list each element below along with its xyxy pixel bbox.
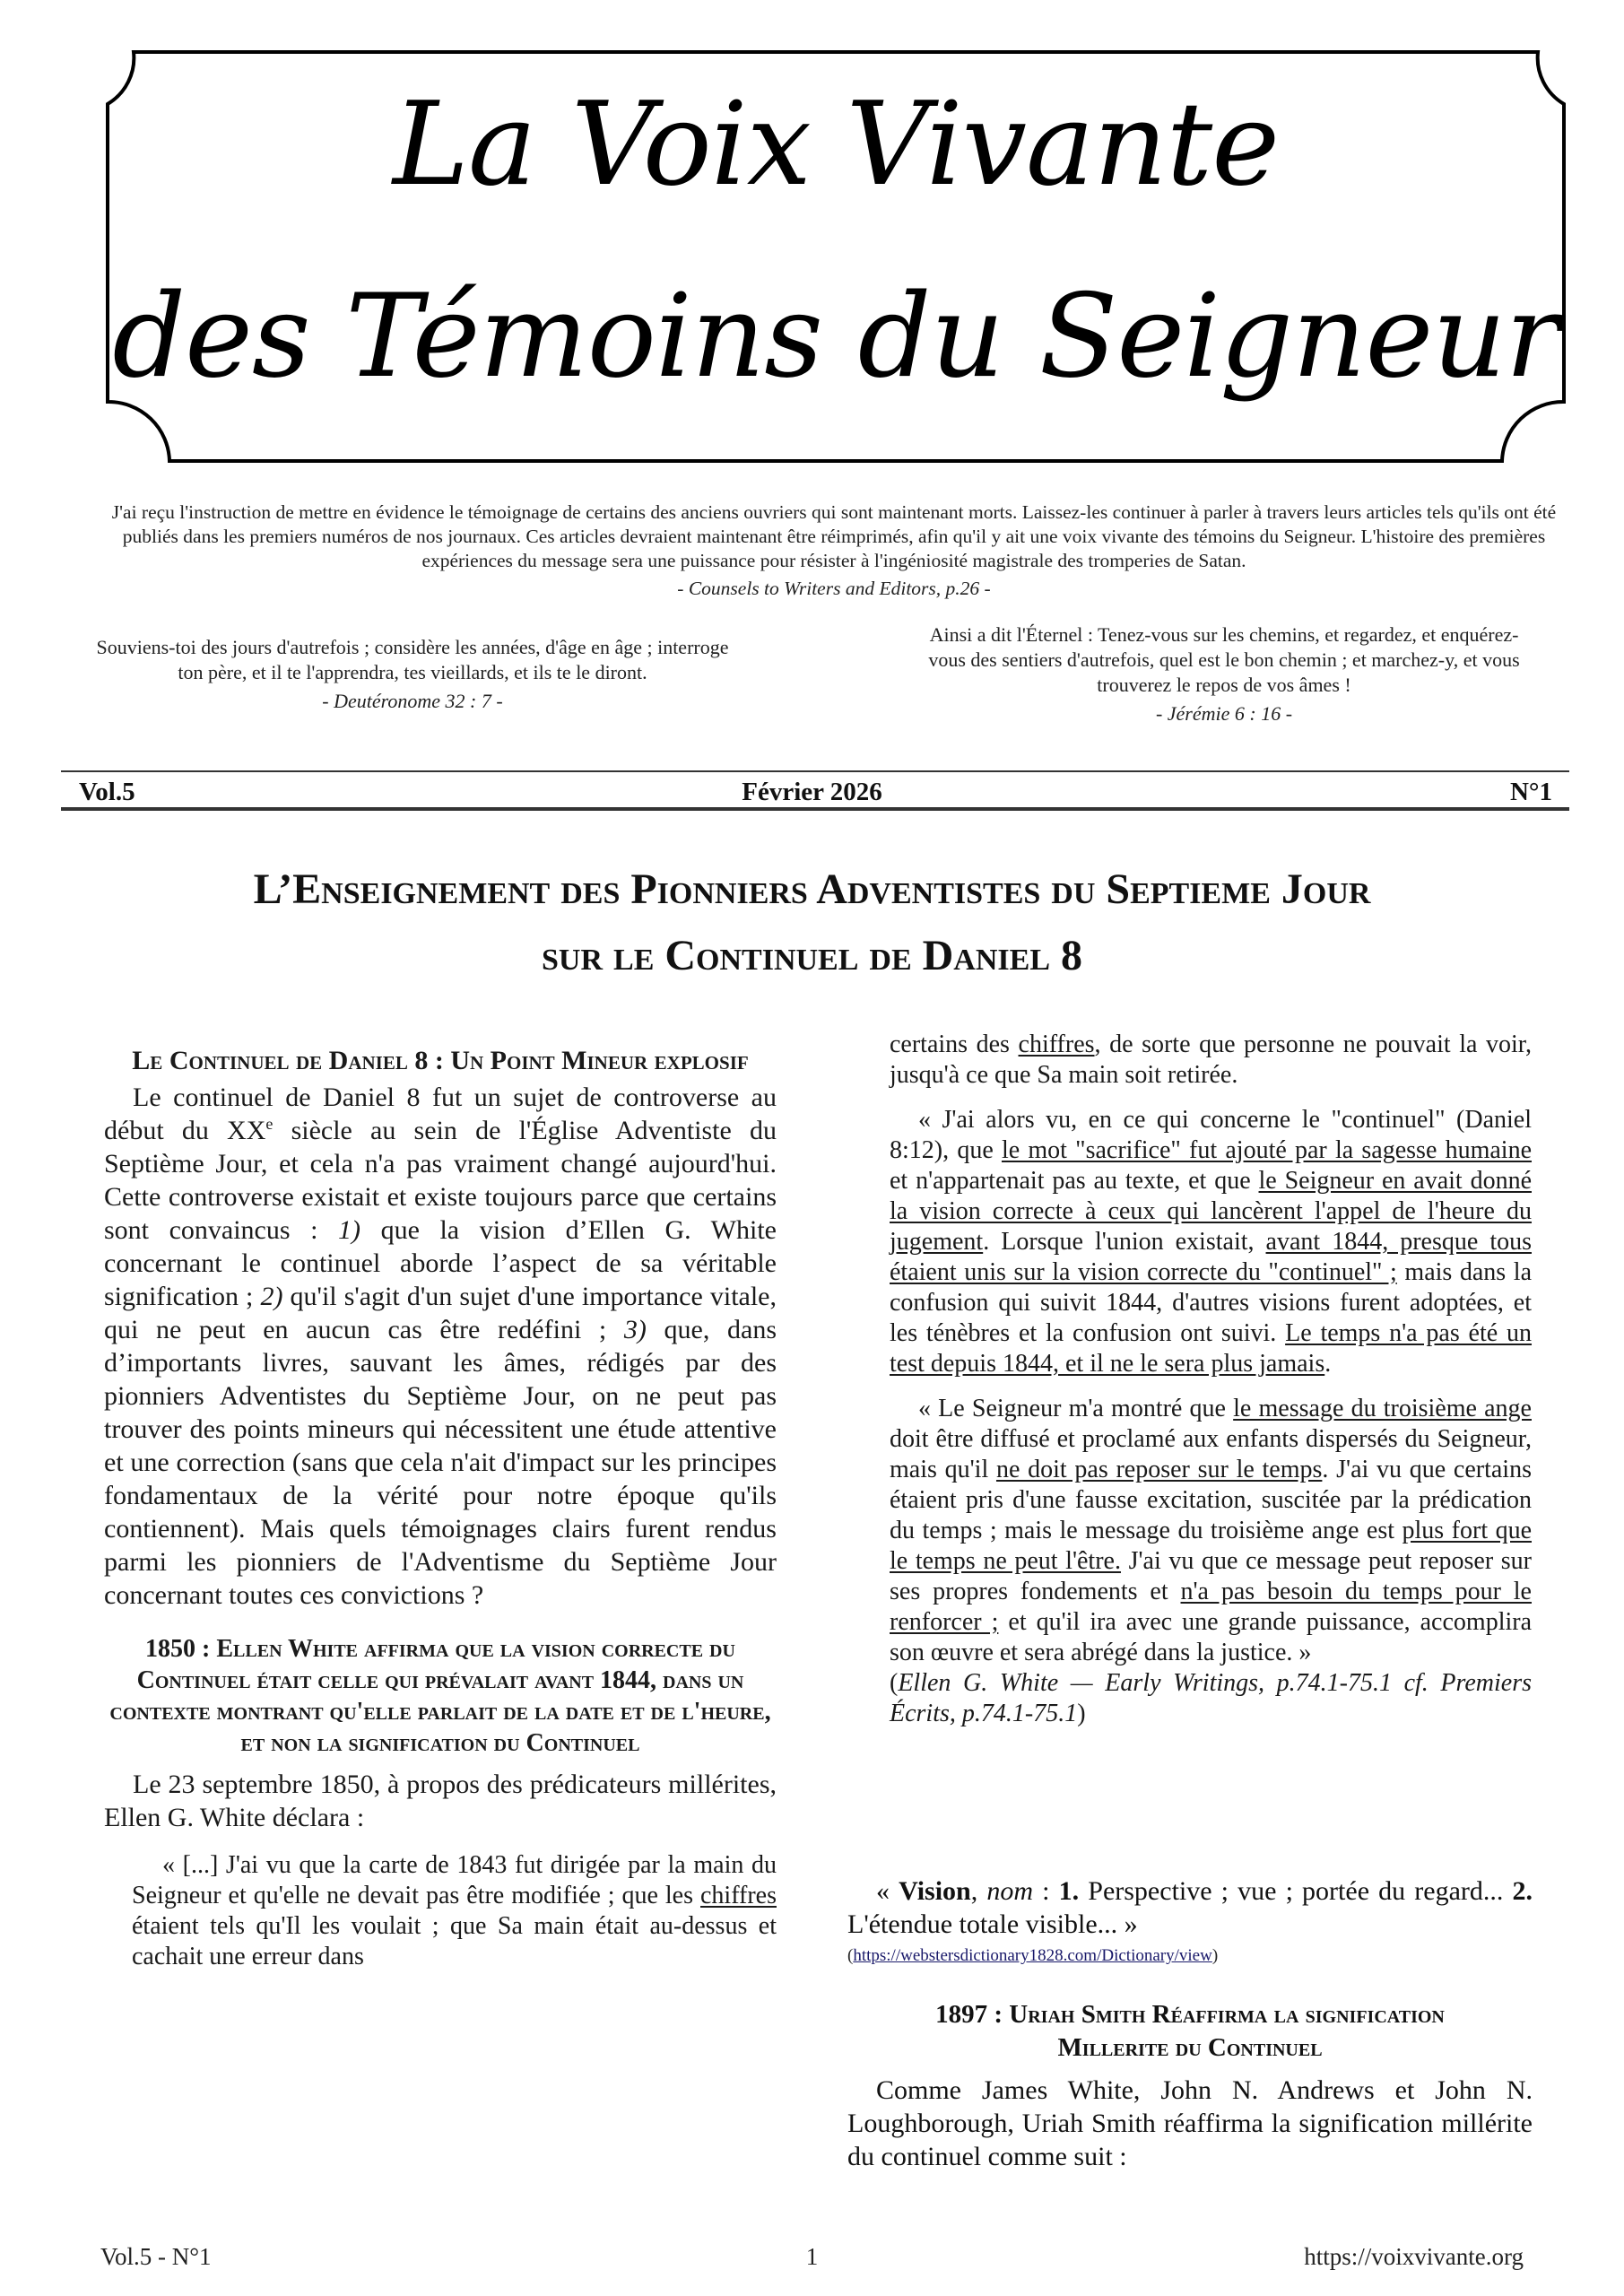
underlined-text: le Seigneur en avait donné la vision correcte à ceux qui lancèrent l'appel de l'heure du jugement [890, 1167, 1532, 1256]
section-2-paragraph: Le 23 septembre 1850, à propos des prédicateurs millérites, Ellen G. White déclara : [104, 1770, 777, 1832]
text-run: . J'ai vu que certains étaient pris d'une fausse excitation, suscitée par la prédication du temps ; mais le message du troisième ange est [890, 1456, 1532, 1544]
definition-text [847, 1874, 1533, 1941]
text-run: ( [890, 1669, 899, 1697]
issue-bar-bottom-rule [61, 807, 1569, 811]
section-3-paragraph: Comme James White, John N. Andrews et John N. Loughborough, Uriah Smith réaffirma la signification millérite du continuel comme suit : [847, 2075, 1533, 2171]
text-run: « Le Seigneur m'a montré que [918, 1395, 1234, 1422]
section-heading-1: Le Continuel de Daniel 8 : Un Point Mineur explosif [132, 1046, 749, 1075]
quote-paragraph [132, 1850, 777, 1972]
text-run: siècle au sein de l'Église Adventiste du Septième Jour, et cela n'a pas vraiment changé aujourd'hui. Cette controverse existait et existe toujours parce que certains sont convaincus : [104, 1116, 777, 1245]
issue-bar-top-rule [61, 770, 1569, 772]
text-run: doit être diffusé et proclamé aux enfants dispersés du Seigneur, mais qu'il [890, 1425, 1532, 1483]
text-run: mais dans la confusion qui suivit 1844, d'autres visions furent adoptées, et les ténèbres et la confusion ont suivi. [890, 1258, 1532, 1347]
verse-left-text: Souviens-toi des jours d'autrefois ; considère les années, d'âge en âge ; interroge ton père, et il te l'apprendra, tes vieillards, et ils te le diront. [96, 636, 729, 683]
section-1-paragraph [104, 1081, 777, 1612]
epigraph-text: J'ai reçu l'instruction de mettre en évidence le témoignage de certains des anciens ouvriers qui sont maintenant morts. Laissez-les continuer à parler à travers leurs articles tels qu'ils ont été publiés dans les premiers numéros de nos journaux. Ces articles devraient maintenant être réimprimés, afin qu'il y ait une voix vivante des témoins du Seigneur. L'histoire des premières expériences du message sera une puissance pour résister à l'ingéniosité magistrale des tromperies de Satan. [111, 501, 1557, 571]
text-run: ( [847, 1946, 854, 1965]
text-run: . [1324, 1350, 1332, 1378]
verse-right-text: Ainsi a dit l'Éternel : Tenez-vous sur les chemins, et regardez, et enquérez-vous des sentiers d'autrefois, quel est le bon chemin ; et marchez-y, et vous trouverez le repos de vos âmes ! [928, 623, 1520, 696]
epigraph [99, 500, 1569, 601]
text-run: que la vision d’Ellen G. White concernant le continuel aborde l’aspect de sa véritable signification ; [104, 1215, 777, 1311]
section-heading-2: 1850 : Ellen White affirma que la vision correcte du Continuel était celle qui prévalait avant 1844, dans un contexte montrant qu'elle parlait de la date et de l'heure, et non la signification du Continuel [109, 1635, 771, 1757]
quote-continuation [890, 1030, 1532, 1091]
issue-number: N°1 [1509, 778, 1552, 806]
verse-right [924, 622, 1524, 726]
underlined-text: le message du troisième ange [1233, 1395, 1532, 1422]
definition-term: Vision [899, 1876, 971, 1906]
verse-right-source: - Jérémie 6 : 16 - [1155, 702, 1293, 725]
text-run: certains des [890, 1031, 1019, 1058]
definition-number: 2. [1512, 1876, 1533, 1906]
right-column [890, 1030, 1532, 1729]
text-run: que, dans d’importants livres, sauvant les âmes, rédigés par des pionniers Adventistes du Septième Jour, on ne peut pas trouver des points mineurs qui nécessitent une étude attentive et une correction (sans que cela n'ait d'impact sur les principes fondamentaux de la vérité pour notre époque qu'ils contiennent). Mais quels témoignages clairs furent rendus parmi les pionniers de l'Adventisme du Septième Jour concernant toutes ces convictions ? [104, 1315, 777, 1610]
epigraph-source: - Counsels to Writers and Editors, p.26 - [677, 578, 991, 599]
text-run: qu'il s'agit d'un sujet d'une importance vitale, qui ne peut en aucun cas être redéfini ; [104, 1282, 777, 1344]
text-run: et qu'il ira avec une grande puissance, accomplira son œuvre et sera abrégé dans la justice. » [890, 1608, 1533, 1666]
masthead-title-line-1: La Voix Vivante [393, 78, 1279, 212]
underlined-text: chiffres [1018, 1031, 1095, 1058]
superscript: e [265, 1115, 274, 1133]
footer-page-number: 1 [805, 2243, 819, 2270]
text-run: et n'appartenait pas au texte, et que [890, 1167, 1259, 1195]
article-title-line-2: sur le Continuel de Daniel 8 [542, 932, 1082, 979]
text-run: « [876, 1876, 899, 1906]
quote-block-1 [104, 1850, 777, 1972]
article-title-line-1: L’Enseignement des Pionniers Adventistes du Septieme Jour [253, 865, 1371, 913]
section-heading-3: 1897 : Uriah Smith Réaffirma la signification Millerite du Continuel [935, 2000, 1445, 2062]
underlined-text: Le temps n'a pas été un test depuis 1844, et il ne le sera plus jamais [890, 1319, 1532, 1378]
left-column [104, 1030, 777, 1972]
underlined-text: n'a pas besoin du temps pour le renforcer ; [890, 1578, 1532, 1636]
underlined-text: avant 1844, presque tous étaient unis sur la vision correcte du "continuel" ; [890, 1228, 1532, 1286]
definition-number: 1. [1058, 1876, 1080, 1906]
text-run: : [1033, 1876, 1059, 1906]
text-run: « J'ai alors vu, en ce qui concerne le "continuel" (Daniel 8:12), que [890, 1106, 1532, 1164]
text-run: Le continuel de Daniel 8 fut un sujet de controverse au début du XX [104, 1083, 777, 1145]
underlined-text: ne doit pas reposer sur le temps [995, 1456, 1323, 1483]
text-run: , [970, 1876, 987, 1906]
text-run: . Lorsque l'union existait, [983, 1228, 1266, 1256]
text-run: J'ai vu que ce message peut reposer sur ses propres fondements et [890, 1547, 1532, 1605]
dictionary-link[interactable]: https://webstersdictionary1828.com/Dictionary/view [853, 1946, 1212, 1965]
text-run: étaient tels qu'Il les voulait ; que Sa main était au-dessus et cachait une erreur dans [132, 1912, 777, 1970]
dictionary-source [847, 1944, 1533, 1968]
text-run: ) [1077, 1700, 1086, 1727]
quote-citation: Ellen G. White — Early Writings, p.74.1-75.1 cf. Premiers Écrits, p.74.1-75.1 [890, 1669, 1532, 1727]
footer-issue: Vol.5 - N°1 [100, 2243, 212, 2270]
underlined-text: chiffres [700, 1882, 777, 1909]
masthead-title-line-2: des Témoins du Seigneur [112, 270, 1559, 404]
underlined-text: le mot "sacrifice" fut ajouté par la sagesse humaine [1001, 1136, 1532, 1164]
list-marker: 1) [338, 1215, 361, 1245]
issue-volume: Vol.5 [79, 778, 135, 806]
quote-paragraph-2 [890, 1105, 1532, 1379]
text-run: Perspective ; vue ; portée du regard... [1079, 1876, 1513, 1906]
issue-date: Février 2026 [742, 778, 882, 806]
text-run: , de sorte que personne ne pouvait la voir, jusqu'à ce que Sa main soit retirée. [890, 1031, 1532, 1089]
footer-website-link[interactable]: https://voixvivante.org [1304, 2243, 1524, 2270]
list-marker: 3) [623, 1315, 647, 1344]
underlined-text: plus fort que le temps ne peut l'être. [890, 1517, 1532, 1575]
list-marker: 2) [260, 1282, 283, 1311]
part-of-speech: nom [986, 1876, 1034, 1906]
verse-left [90, 635, 735, 714]
definition-block [847, 1874, 1533, 2173]
verse-left-source: - Deutéronome 32 : 7 - [322, 690, 503, 712]
text-run: « [...] J'ai vu que la carte de 1843 fut dirigée par la main du Seigneur et qu'elle ne devait pas être modifiée ; que les [132, 1851, 777, 1909]
quote-paragraph-3 [890, 1394, 1532, 1729]
text-run: L'étendue totale visible... » [847, 1909, 1138, 1939]
text-run: ) [1211, 1946, 1219, 1965]
